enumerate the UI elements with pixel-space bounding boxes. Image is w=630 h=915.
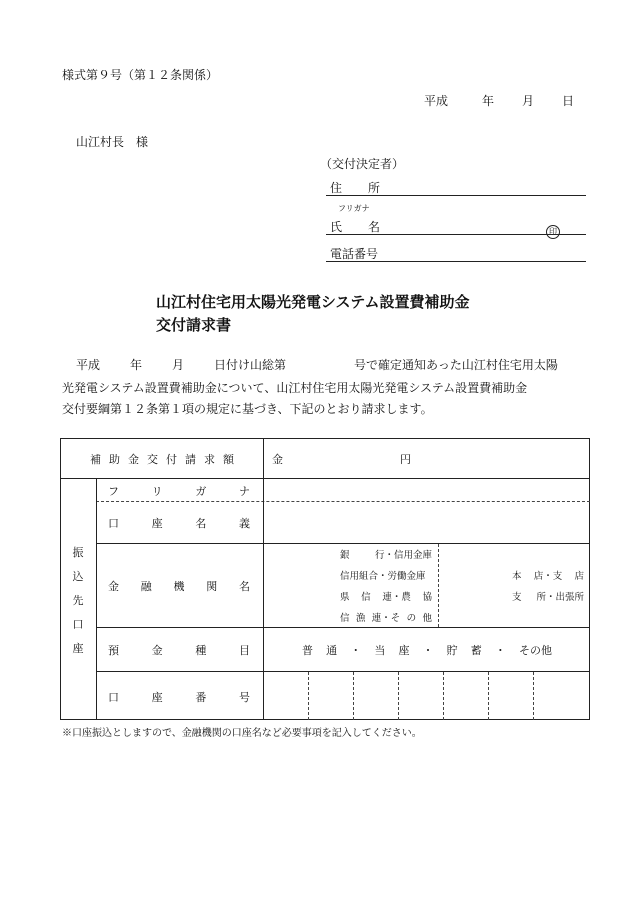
document-title-line1: 山江村住宅用太陽光発電システム設置費補助金	[156, 293, 470, 311]
table-rule	[96, 671, 590, 672]
branch-name-input[interactable]	[441, 546, 509, 624]
phone-line[interactable]	[326, 261, 586, 262]
account-name-label: 口 座 名 義	[108, 517, 250, 530]
institution-label: 金 融 機 関 名	[108, 580, 250, 593]
date-month: 月	[522, 94, 535, 108]
furigana-row-label: フ リ ガ ナ	[108, 485, 250, 498]
body-line2: 光発電システム設置費補助金について、山江村住宅用太陽光発電システム設置費補助金	[62, 381, 528, 395]
transfer-account-label: 振 込 先 口 座	[72, 546, 84, 655]
amount-unit: 円	[400, 453, 411, 466]
body-month: 月	[172, 358, 185, 372]
name-label: 氏 名	[330, 220, 380, 234]
table-rule	[96, 543, 590, 544]
form-number: 様式第９号（第１２条関係）	[62, 68, 219, 82]
institution-name-input[interactable]	[266, 546, 336, 624]
body-day-ref: 日付け山総第	[214, 358, 287, 372]
body-line1-rest: 号で確定通知あった山江村住宅用太陽	[354, 358, 558, 372]
institution-type-credit-union: 信用組合・労働金庫	[340, 571, 426, 582]
body-year: 年	[130, 358, 143, 372]
institution-type-agri: 県 信 連・農 協	[340, 592, 432, 603]
amount-prefix: 金	[272, 453, 283, 466]
branch-type-sub: 支 所・出張所	[512, 592, 584, 603]
table-rule	[96, 478, 97, 720]
name-line[interactable]	[326, 234, 586, 235]
body-era: 平成	[76, 358, 101, 372]
document-title-line2: 交付請求書	[156, 316, 232, 334]
table-rule	[438, 544, 439, 627]
furigana-input[interactable]	[266, 480, 586, 499]
institution-type-bank: 銀 行・信用金庫	[340, 550, 432, 561]
account-name-input[interactable]	[266, 504, 586, 540]
account-number-input[interactable]	[266, 674, 586, 718]
amount-label: 補 助 金 交 付 請 求 額	[90, 453, 234, 466]
amount-input[interactable]	[290, 444, 394, 470]
furigana-label: フリガナ	[338, 204, 370, 213]
table-rule	[263, 438, 264, 720]
seal-mark: 印	[546, 219, 560, 239]
footnote: ※口座振込としますので、金融機関の口座名など必要事項を記入してください。	[62, 728, 422, 739]
institution-type-fishery: 信 漁 連・そ の 他	[340, 613, 432, 624]
table-rule	[60, 478, 590, 479]
table-rule	[96, 627, 590, 628]
branch-type-main: 本 店・支 店	[512, 571, 584, 582]
table-rule	[96, 501, 590, 502]
deposit-type-options[interactable]: 普 通 ・ 当 座 ・ 貯 蓄 ・ その他	[302, 644, 552, 657]
phone-label: 電話番号	[330, 247, 379, 261]
date-year: 年	[482, 94, 495, 108]
address-label: 住 所	[330, 181, 380, 195]
address-line[interactable]	[326, 195, 586, 196]
addressee: 山江村長 様	[76, 135, 149, 149]
date-era: 平成	[424, 94, 449, 108]
date-day: 日	[562, 94, 575, 108]
applicant-role: （交付決定者）	[320, 157, 405, 171]
body-line3: 交付要綱第１２条第１項の規定に基づき、下記のとおり請求します。	[62, 402, 433, 416]
deposit-type-label: 預 金 種 目	[108, 644, 250, 657]
account-number-label: 口 座 番 号	[108, 691, 250, 704]
